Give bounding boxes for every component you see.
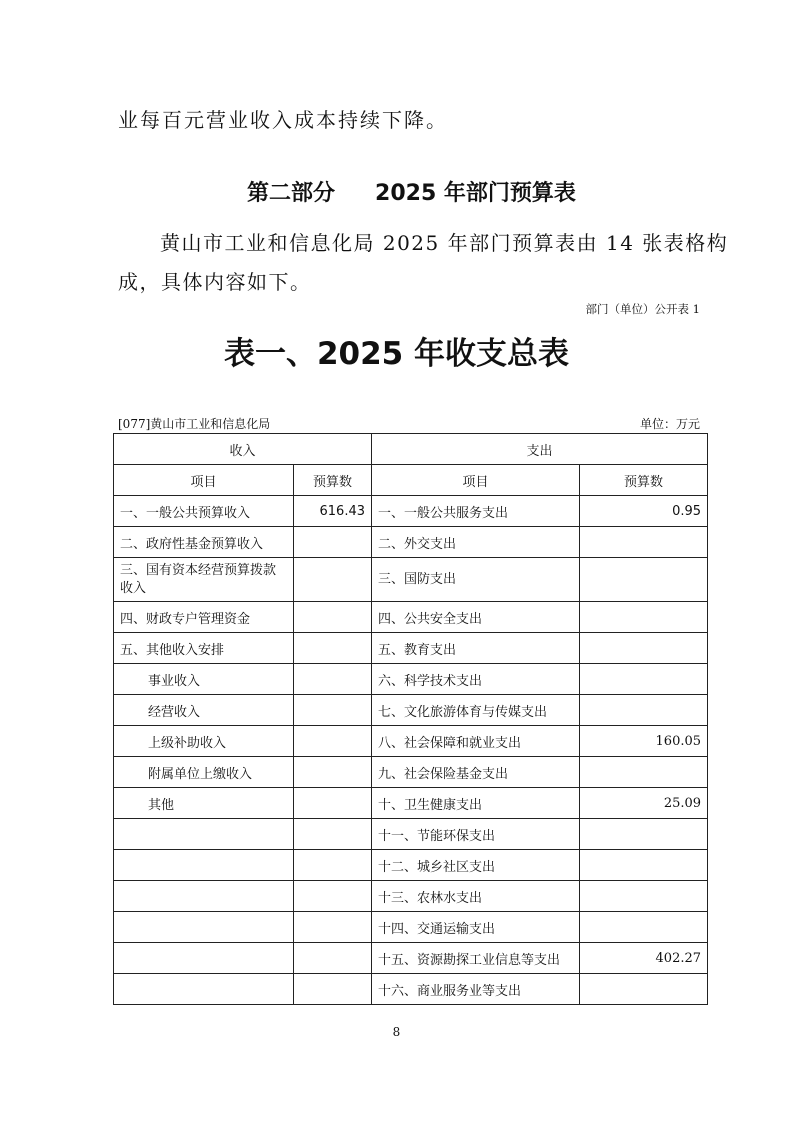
- table-row: [114, 974, 708, 1005]
- expense-value: [580, 819, 708, 850]
- income-value: [294, 943, 372, 974]
- income-item: [114, 819, 294, 850]
- table-row: [114, 881, 708, 912]
- part-label: 第二部分: [247, 181, 336, 206]
- table-row: [114, 695, 708, 726]
- income-item: 一、一般公共预算收入: [114, 496, 294, 527]
- table-row: [114, 819, 708, 850]
- table-row: [114, 912, 708, 943]
- income-value: [294, 881, 372, 912]
- income-value: [294, 757, 372, 788]
- expense-item: 十五、资源勘探工业信息等支出: [372, 943, 580, 974]
- expense-value: [580, 881, 708, 912]
- intro-line: 业每百元营业收入成本持续下降。: [118, 108, 448, 132]
- table-row: [114, 788, 708, 819]
- expense-item: 七、文化旅游体育与传媒支出: [372, 695, 580, 726]
- expense-item: 十六、商业服务业等支出: [372, 974, 580, 1005]
- income-value: [294, 695, 372, 726]
- table-row: [114, 558, 708, 602]
- expense-item: 十四、交通运输支出: [372, 912, 580, 943]
- table-row: [114, 943, 708, 974]
- expense-item: 三、国防支出: [372, 558, 580, 602]
- expense-value: 0.95: [580, 496, 708, 527]
- income-value: [294, 527, 372, 558]
- part-heading: [247, 176, 576, 207]
- expense-budget-column-header: 预算数: [580, 465, 708, 496]
- income-value: [294, 974, 372, 1005]
- expense-value: [580, 757, 708, 788]
- expense-value: [580, 558, 708, 602]
- income-item: [114, 912, 294, 943]
- income-value: [294, 726, 372, 757]
- table-title: 表一、2025 年收支总表: [223, 336, 570, 372]
- expense-header: 支出: [372, 434, 708, 465]
- expense-item: 十三、农林水支出: [372, 881, 580, 912]
- income-item: [114, 850, 294, 881]
- expense-value: 402.27: [580, 943, 708, 974]
- table-row: [114, 726, 708, 757]
- expense-value: 25.09: [580, 788, 708, 819]
- expense-value: [580, 602, 708, 633]
- expense-item: 一、一般公共服务支出: [372, 496, 580, 527]
- paragraph-line-1: 黄山市工业和信息化局 2025 年部门预算表由 14 张表格构: [160, 231, 729, 255]
- income-value: [294, 558, 372, 602]
- income-value: [294, 633, 372, 664]
- expense-value: 160.05: [580, 726, 708, 757]
- expense-value: [580, 974, 708, 1005]
- expense-item-column-header: 项目: [372, 465, 580, 496]
- income-item: 三、国有资本经营预算拨款收入: [114, 558, 294, 602]
- expense-value: [580, 850, 708, 881]
- income-item: 上级补助收入: [114, 726, 294, 757]
- income-value: [294, 819, 372, 850]
- table-row: [114, 664, 708, 695]
- income-item: 经营收入: [114, 695, 294, 726]
- income-value: [294, 912, 372, 943]
- income-item-column-header: 项目: [114, 465, 294, 496]
- page-number: 8: [392, 1025, 401, 1039]
- table-row: [114, 633, 708, 664]
- income-item: 附属单位上缴收入: [114, 757, 294, 788]
- expense-item: 十、卫生健康支出: [372, 788, 580, 819]
- expense-item: 九、社会保险基金支出: [372, 757, 580, 788]
- organization-name: [077]黄山市工业和信息化局: [118, 417, 271, 431]
- income-item: 四、财政专户管理资金: [114, 602, 294, 633]
- expense-item: 八、社会保障和就业支出: [372, 726, 580, 757]
- income-item: 事业收入: [114, 664, 294, 695]
- expense-value: [580, 912, 708, 943]
- budget-table: [113, 433, 708, 1005]
- income-value: 616.43: [294, 496, 372, 527]
- expense-item: 四、公共安全支出: [372, 602, 580, 633]
- paragraph-line-2: 成，具体内容如下。: [118, 270, 312, 294]
- table-row: [114, 496, 708, 527]
- unit-label: 单位：万元: [639, 417, 700, 431]
- expense-item: 十二、城乡社区支出: [372, 850, 580, 881]
- table-row: [114, 850, 708, 881]
- income-item: [114, 881, 294, 912]
- income-header: 收入: [114, 434, 372, 465]
- table-row: [114, 757, 708, 788]
- expense-item: 六、科学技术支出: [372, 664, 580, 695]
- income-item: 二、政府性基金预算收入: [114, 527, 294, 558]
- expense-item: 五、教育支出: [372, 633, 580, 664]
- table-row: [114, 527, 708, 558]
- expense-item: 十一、节能环保支出: [372, 819, 580, 850]
- expense-item: 二、外交支出: [372, 527, 580, 558]
- income-item: 五、其他收入安排: [114, 633, 294, 664]
- income-value: [294, 788, 372, 819]
- income-value: [294, 602, 372, 633]
- form-number: 部门（单位）公开表 1: [585, 302, 700, 316]
- income-budget-column-header: 预算数: [294, 465, 372, 496]
- expense-value: [580, 695, 708, 726]
- income-item: [114, 943, 294, 974]
- income-item: [114, 974, 294, 1005]
- table-row: [114, 602, 708, 633]
- expense-value: [580, 633, 708, 664]
- income-item: 其他: [114, 788, 294, 819]
- expense-value: [580, 664, 708, 695]
- expense-value: [580, 527, 708, 558]
- income-value: [294, 664, 372, 695]
- income-value: [294, 850, 372, 881]
- part-title: 2025 年部门预算表: [375, 181, 576, 206]
